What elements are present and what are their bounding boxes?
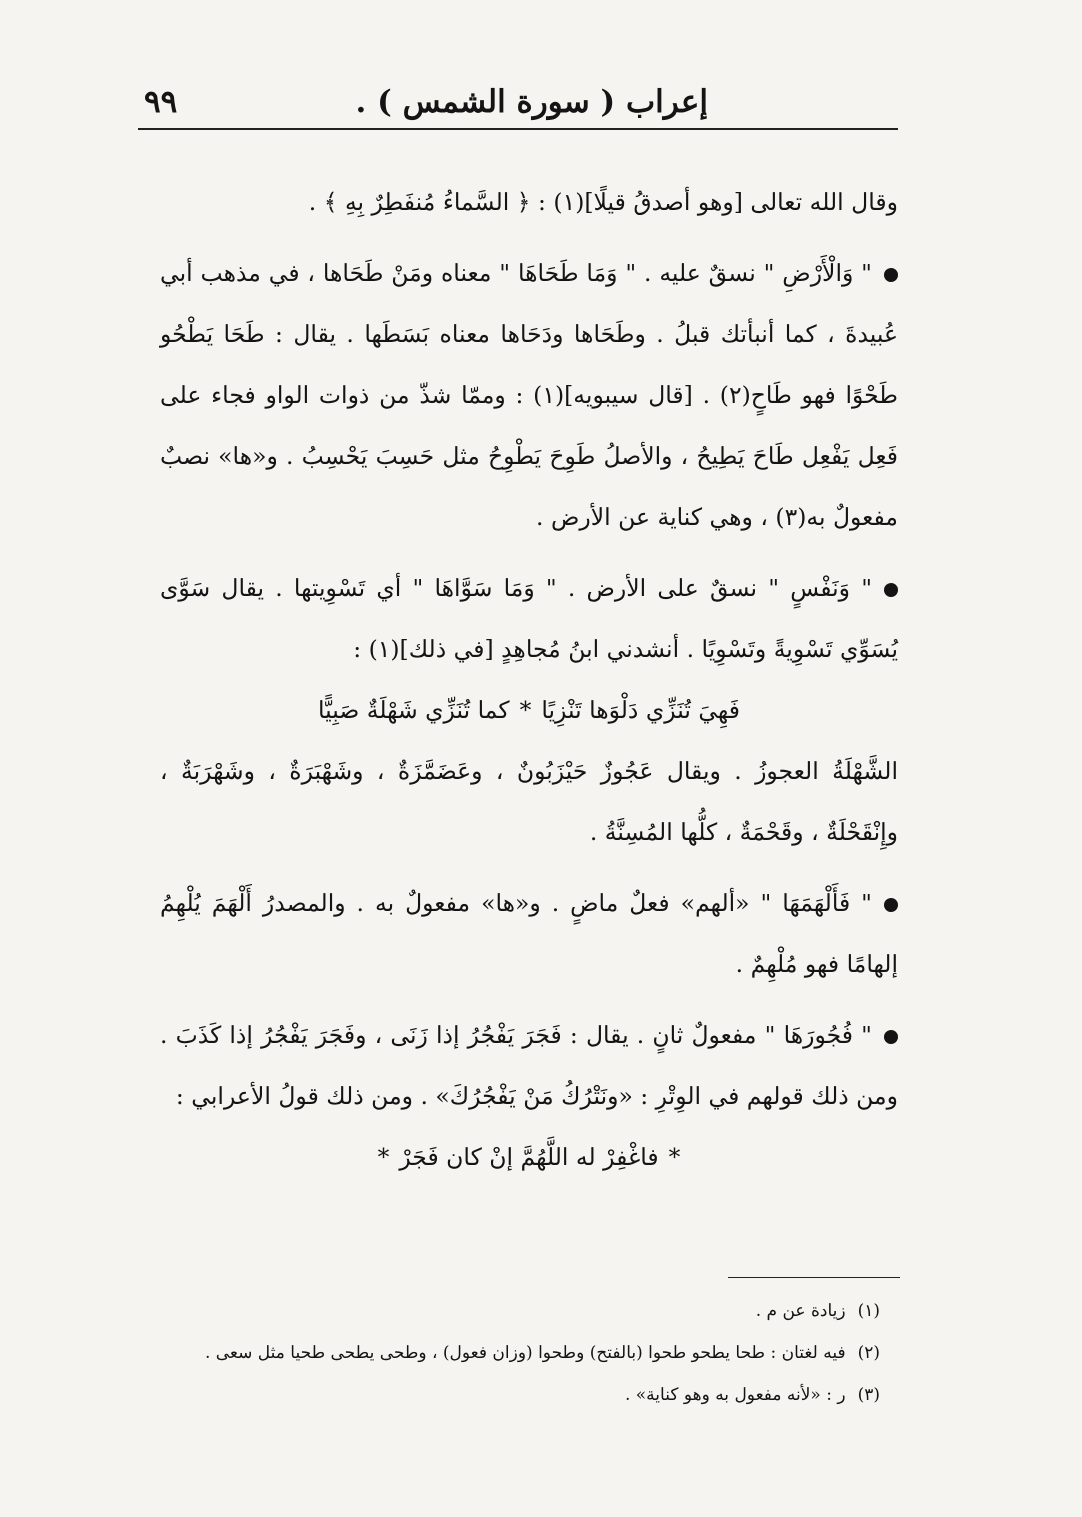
footnote-number: (٢) (857, 1343, 880, 1363)
footnote-item (140, 1332, 880, 1374)
paragraph-fujuraha (160, 1005, 898, 1127)
bullet-icon (884, 583, 898, 597)
main-text (160, 172, 898, 1188)
running-title: إعراب ( سورة الشمس ) . (355, 84, 708, 120)
paragraph-text: " وَنَفْسٍ " نسقٌ على الأرض . " وَمَا سَوَّاهَا " أي تَسْوِيتها . يقال سَوَّى يُسَوِّي تَسْوِيةً وتَسْوِيًا . أنشدني ابنُ مُجاهِدٍ [في ذلك](١) : (160, 574, 898, 663)
bullet-icon (884, 898, 898, 912)
paragraph-text: " فَأَلْهَمَهَا " «ألهم» فعلٌ ماضٍ . و«ها» مفعولٌ به . والمصدرُ أَلْهَمَ يُلْهِمُ إلهامًا فهو مُلْهِمٌ . (160, 889, 898, 978)
paragraph-text: وقال الله تعالى [وهو أصدقُ قيلًا](١) : ﴿ السَّماءُ مُنفَطِرٌ بِهِ ﴾ . (308, 188, 898, 216)
footnote-rule (728, 1277, 900, 1278)
verse-star-right: * (668, 1143, 681, 1171)
verse-hemistich-left: كما تُنَزِّي شَهْلَةٌ صَبِيًّا (318, 696, 510, 724)
paragraph-falhamaha (160, 873, 898, 995)
verse-hemistich-right: فَهِيَ تُنَزِّي دَلْوَها تَنْزِيًا (541, 696, 740, 724)
footnote-text: ر : «لأنه مفعول به وهو كناية» . (624, 1385, 846, 1405)
paragraph-shahla (160, 741, 898, 863)
paragraph-text: " فُجُورَهَا " مفعولٌ ثانٍ . يقال : فَجَرَ يَفْجُرُ إذا زَنَى ، وفَجَرَ يَفْجُرُ إذا كَذَبَ . ومن ذلك قولهم في الوِتْرِ : «ونَتْرُكُ مَنْ يَفْجُرُكَ» . ومن ذلك قولُ الأعرابي : (160, 1021, 898, 1110)
footnote-text: فيه لغتان : طحا يطحو طحوا (بالفتح) وطحوا (وزان فعول) ، وطحى يطحى طحيا مثل سعى . (204, 1343, 846, 1363)
paragraph-text: الشَّهْلَةُ العجوزُ . ويقال عَجُوزٌ حَيْزَبُونٌ ، وعَضَمَّزَةٌ ، وشَهْبَرَةٌ ، وشَهْرَبَةٌ ، وإِنْقَحْلَةٌ ، وقَحْمَةٌ ، كلُّها المُسِنَّةُ . (160, 757, 898, 846)
paragraph-waalard (160, 243, 898, 548)
verse-line (160, 680, 898, 741)
bullet-icon (884, 1030, 898, 1044)
header-rule (138, 128, 898, 130)
verse-text: فاغْفِرْ له اللَّهُمَّ إنْ كان فَجَرْ (399, 1143, 659, 1171)
footnote-text: زيادة عن م . (755, 1301, 846, 1321)
footnote-number: (١) (857, 1301, 880, 1321)
verse-star-left: * (377, 1143, 390, 1171)
verse-separator-star: * (519, 696, 532, 724)
paragraph-quote (160, 172, 898, 233)
paragraph-wanafs (160, 558, 898, 680)
footnote-item (140, 1374, 880, 1416)
page-header (138, 78, 898, 124)
verse-line-single (160, 1127, 898, 1188)
footnote-item (140, 1290, 880, 1332)
bullet-icon (884, 268, 898, 282)
page-number: ٩٩ (144, 84, 178, 120)
paragraph-text: " وَالْأَرْضِ " نسقٌ عليه . " وَمَا طَحَاهَا " معناه ومَنْ طَحَاها ، في مذهب أبي عُبيدةَ ، كما أنبأتك قبلُ . وطَحَاها ودَحَاها معناه بَسَطَها . يقال : طَحَا يَطْحُو طَحْوًا فهو طَاحٍ(٢) . [قال سيبويه](١) : وممّا شذّ من ذوات الواو فجاء على فَعِل يَفْعِل طَاحَ يَطِيحُ ، والأصلُ طَوِحَ يَطْوِحُ مثل حَسِبَ يَحْسِبُ . و«ها» نصبٌ مفعولٌ به(٣) ، وهي كناية عن الأرض . (160, 259, 898, 531)
footnote-number: (٣) (857, 1385, 880, 1405)
footnotes (140, 1290, 880, 1416)
